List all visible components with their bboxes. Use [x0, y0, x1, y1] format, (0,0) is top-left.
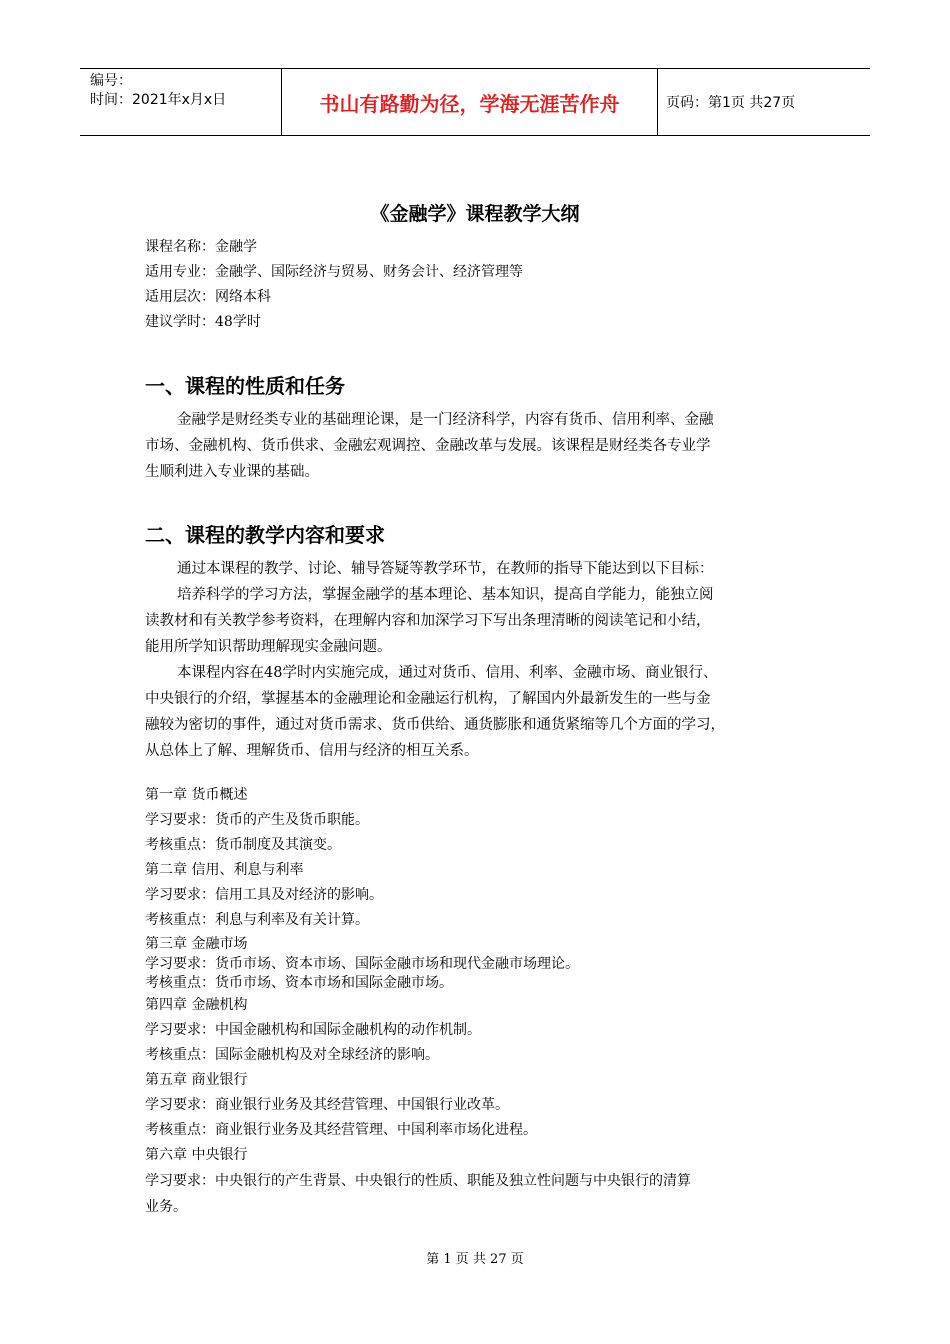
chapter-requirement: 学习要求：商业银行业务及其经营管理、中国银行业改革。 — [145, 1097, 509, 1113]
section-1-paragraph — [145, 407, 820, 485]
para-line: 金融学是财经类专业的基础理论课，是一门经济科学，内容有货币、信用利率、金融 — [177, 412, 714, 428]
chapter-title: 第一章 货币概述 — [145, 787, 248, 803]
header-page-info: 页码：第1页 共27页 — [666, 95, 796, 111]
chapter-title: 第四章 金融机构 — [145, 997, 248, 1013]
chapter-key-point: 考核重点：国际金融机构及对全球经济的影响。 — [145, 1047, 439, 1063]
section-2-paragraphs — [145, 556, 820, 764]
course-name: 课程名称：金融学 — [145, 239, 257, 255]
chapter-requirement-cont: 业务。 — [145, 1199, 187, 1215]
chapter-key-point: 考核重点：利息与利率及有关计算。 — [145, 912, 369, 928]
course-level: 适用层次：网络本科 — [145, 289, 271, 305]
header-motto: 书山有路勤为径，学海无涯苦作舟 — [282, 69, 658, 135]
para-line: 通过本课程的教学、讨论、辅导答疑等教学环节，在教师的指导下能达到以下目标： — [177, 561, 714, 577]
course-meta — [145, 235, 523, 335]
chapter-title: 第二章 信用、利息与利率 — [145, 862, 304, 878]
chapter-list — [145, 783, 825, 1220]
date-label: 时间：2021年x月x日 — [90, 92, 227, 108]
chapter-title: 第五章 商业银行 — [145, 1072, 248, 1088]
para-line: 市场、金融机构、货币供求、金融宏观调控、金融改革与发展。该课程是财经类各专业学 — [145, 438, 711, 454]
chapter-requirement: 学习要求：中国金融机构和国际金融机构的动作机制。 — [145, 1022, 481, 1038]
number-label: 编号： — [90, 73, 132, 89]
header-info-cell — [80, 69, 282, 135]
chapter-key-point: 考核重点：商业银行业务及其经营管理、中国利率市场化进程。 — [145, 1122, 537, 1138]
page-footer: 第 1 页 共 27 页 — [426, 1252, 524, 1267]
chapter-requirement: 学习要求：信用工具及对经济的影响。 — [145, 887, 383, 903]
para-line: 生顺利进入专业课的基础。 — [145, 464, 319, 480]
chapter-requirement: 学习要求：中央银行的产生背景、中央银行的性质、职能及独立性问题与中央银行的清算 — [145, 1173, 691, 1189]
section-heading-2: 二、课程的教学内容和要求 — [145, 523, 385, 547]
chapter-requirement: 学习要求：货币的产生及货币职能。 — [145, 812, 369, 828]
section-heading-1: 一、课程的性质和任务 — [145, 374, 345, 398]
para-line: 本课程内容在48学时内实施完成，通过对货币、信用、利率、金融市场、商业银行、 — [177, 665, 718, 681]
chapter-key-point: 考核重点：货币制度及其演变。 — [145, 837, 341, 853]
para-line: 培养科学的学习方法，掌握金融学的基本理论、基本知识，提高自学能力，能独立阅 — [177, 587, 714, 603]
chapter-requirement: 学习要求：货币市场、资本市场、国际金融市场和现代金融市场理论。 — [145, 956, 579, 972]
document-header — [80, 68, 870, 136]
course-majors: 适用专业：金融学、国际经济与贸易、财务会计、经济管理等 — [145, 264, 523, 280]
chapter-key-point: 考核重点：货币市场、资本市场和国际金融市场。 — [145, 975, 453, 991]
chapter-title: 第三章 金融市场 — [145, 936, 248, 952]
document-title: 《金融学》课程教学大纲 — [370, 203, 580, 225]
para-line: 能用所学知识帮助理解现实金融问题。 — [145, 639, 392, 655]
para-line: 中央银行的介绍，掌握基本的金融理论和金融运行机构，了解国内外最新发生的一些与金 — [145, 691, 711, 707]
chapter-title: 第六章 中央银行 — [145, 1147, 248, 1163]
para-line: 融较为密切的事件，通过对货币需求、货币供给、通货膨胀和通货紧缩等几个方面的学习， — [145, 717, 725, 733]
para-line: 读教材和有关教学参考资料，在理解内容和加深学习下写出条理清晰的阅读笔记和小结， — [145, 613, 711, 629]
course-hours: 建议学时：48学时 — [145, 314, 261, 330]
para-line: 从总体上了解、理解货币、信用与经济的相互关系。 — [145, 743, 479, 759]
